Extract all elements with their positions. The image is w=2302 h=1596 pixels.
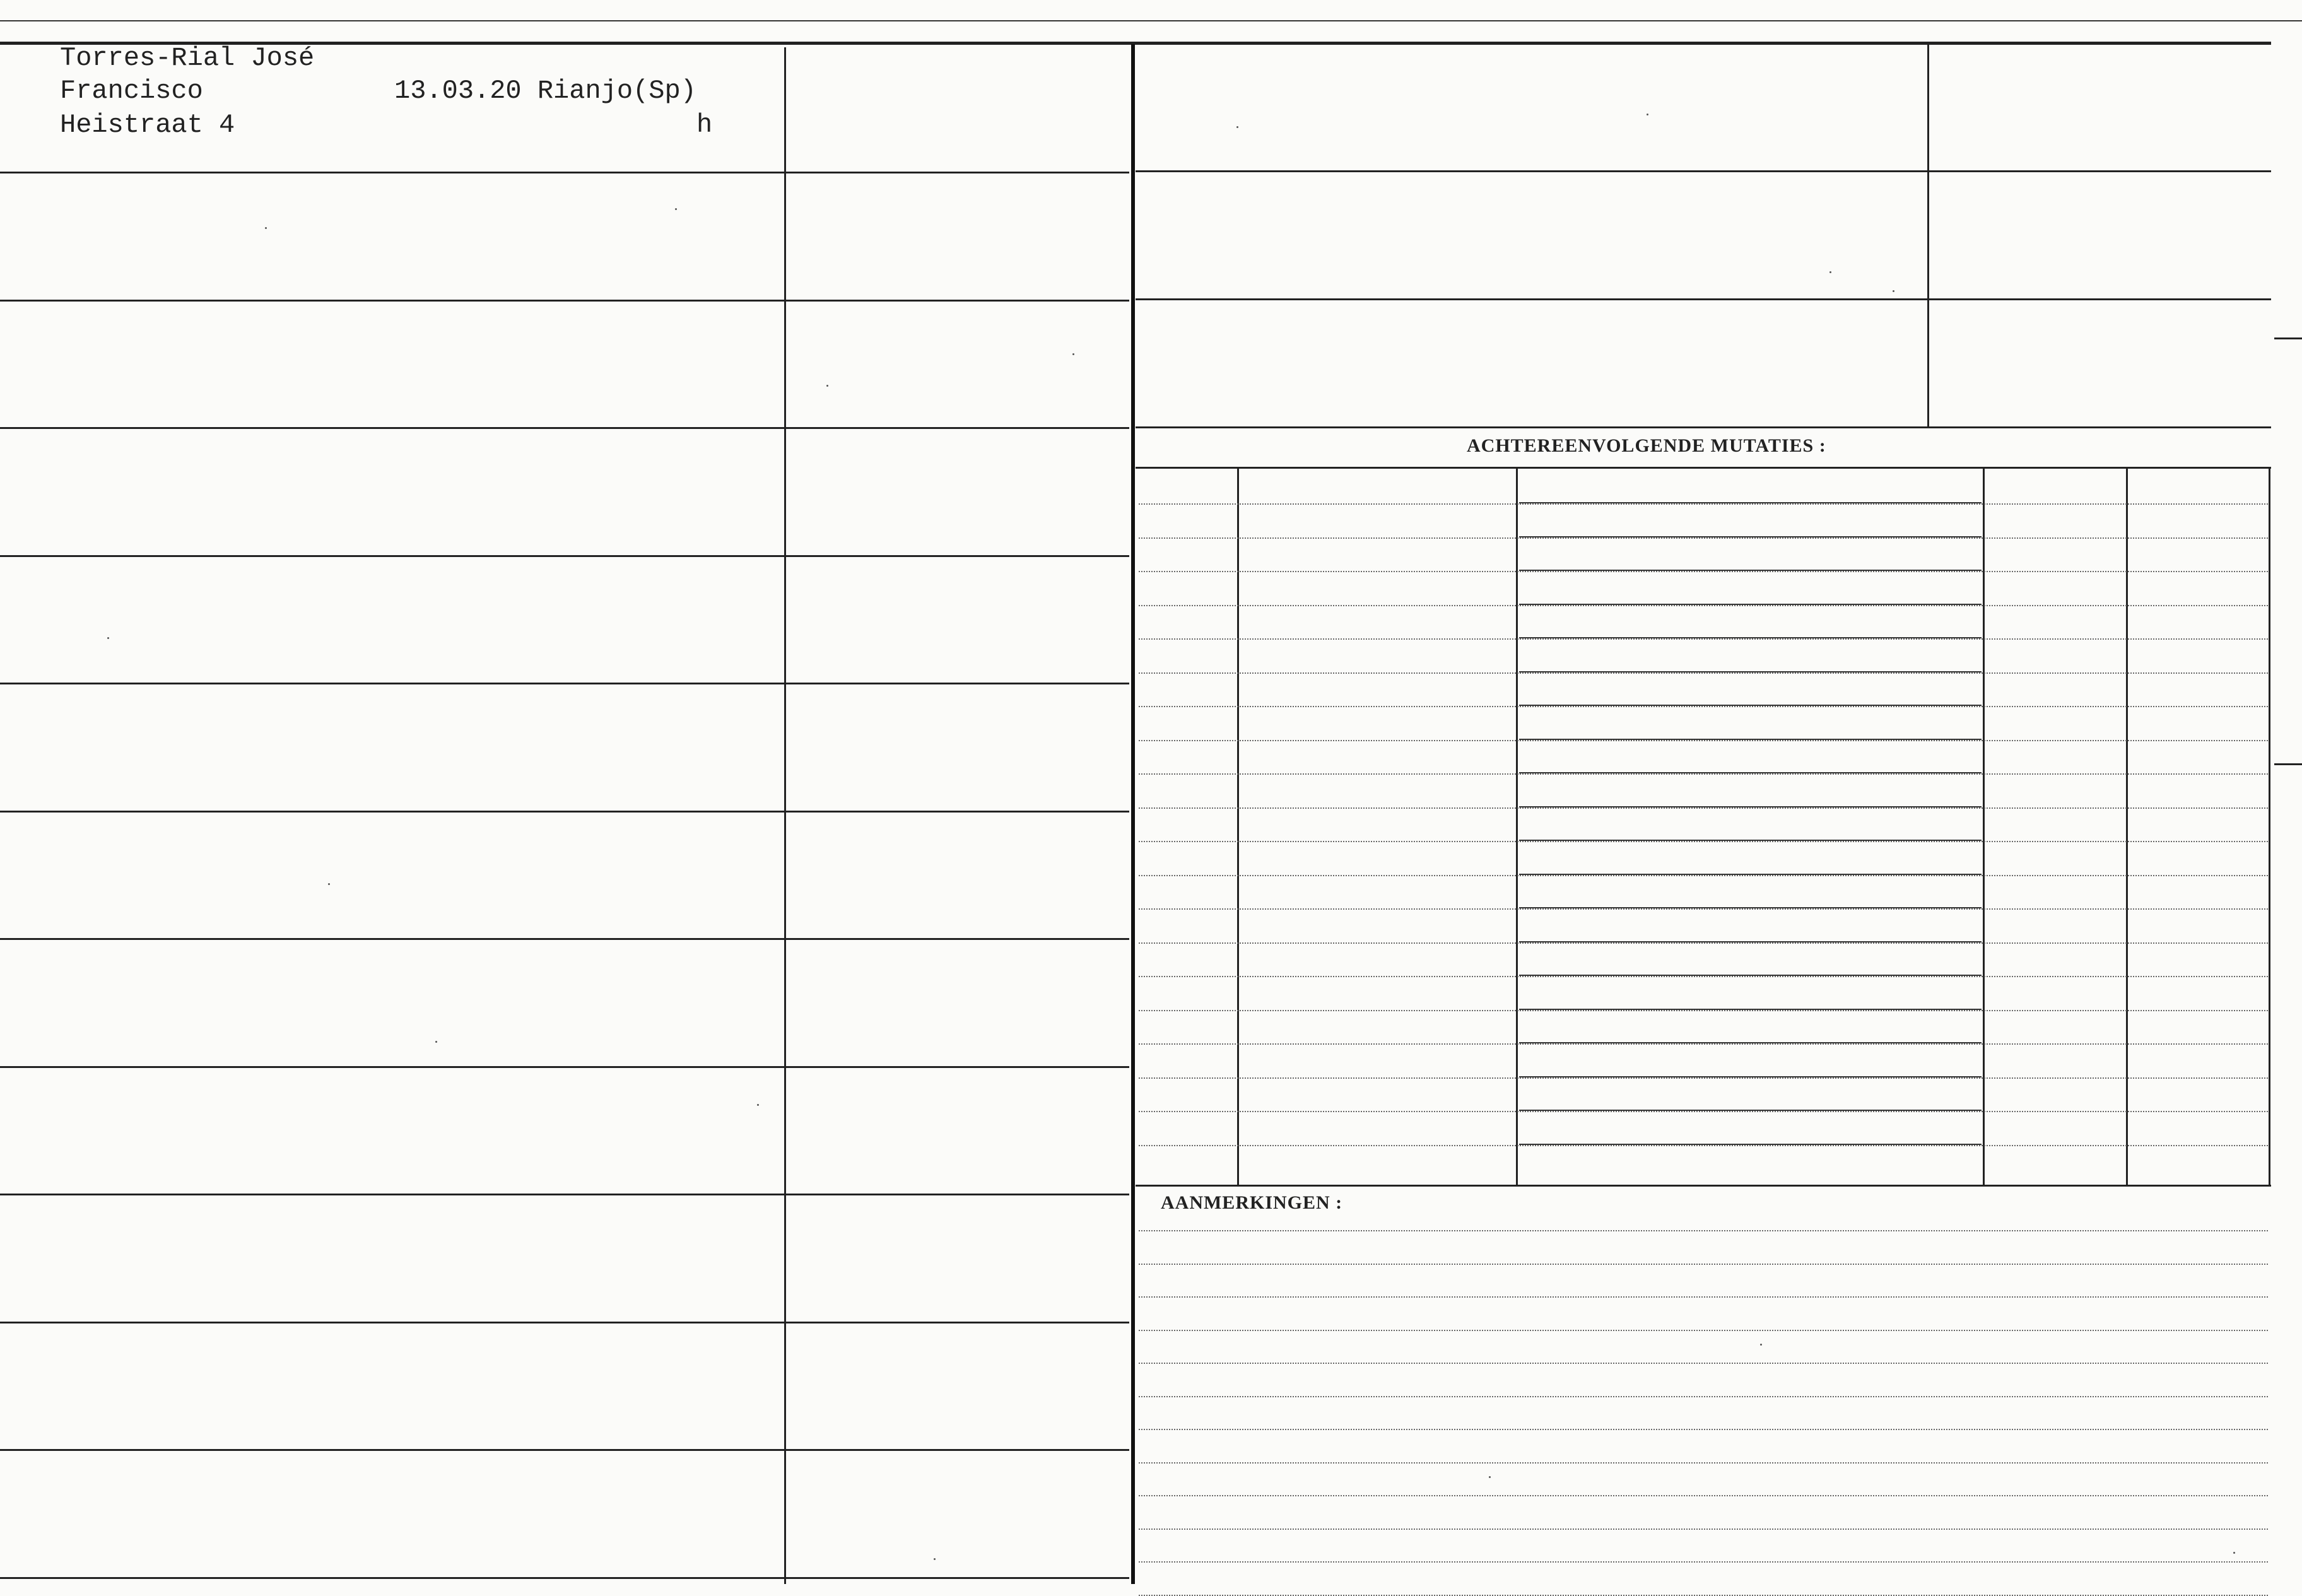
mutation-col-rule — [1519, 671, 1982, 672]
side-tick-2 — [2274, 763, 2302, 765]
remark-line — [1139, 1595, 2268, 1596]
left-column-divider — [784, 47, 786, 1584]
mutation-col-rule — [1519, 1110, 1982, 1111]
mutation-col-rule — [1519, 975, 1982, 976]
mutation-col-rule — [1519, 536, 1982, 537]
paper-speck — [435, 1041, 437, 1043]
mutation-col-rule — [1519, 840, 1982, 841]
center-divider — [1131, 44, 1135, 1584]
remark-line — [1139, 1296, 2268, 1298]
left-grid-row — [0, 683, 1129, 684]
left-grid-row — [0, 811, 1129, 813]
mutation-row-line — [1139, 537, 2268, 539]
remark-line — [1139, 1330, 2268, 1331]
paper-speck — [1072, 353, 1074, 355]
mutation-row-line — [1139, 638, 2268, 640]
mark-text: h — [696, 110, 713, 140]
mutation-row-line — [1139, 1043, 2268, 1045]
given-name-text: Francisco — [60, 76, 203, 106]
remark-line — [1139, 1429, 2268, 1430]
paper-speck — [1647, 114, 1648, 115]
paper-speck — [1489, 1476, 1491, 1478]
mutation-row-line — [1139, 672, 2268, 674]
mutations-col-5 — [2269, 469, 2270, 1186]
mutation-col-rule — [1519, 502, 1982, 503]
mutation-col-rule — [1519, 806, 1982, 807]
left-grid-row — [0, 1577, 1129, 1579]
remark-line — [1139, 1495, 2268, 1496]
mutation-row-line — [1139, 1010, 2268, 1011]
mutations-header-rule — [1136, 467, 2271, 469]
mutation-col-rule — [1519, 907, 1982, 908]
left-grid-row — [0, 300, 1129, 302]
remark-line — [1139, 1462, 2268, 1464]
mutation-col-rule — [1519, 1009, 1982, 1010]
paper-speck — [934, 1558, 936, 1560]
mutation-col-rule — [1519, 570, 1982, 571]
paper-speck — [757, 1104, 759, 1106]
mutation-col-rule — [1519, 604, 1982, 605]
mutation-row-line — [1139, 875, 2268, 876]
paper-speck — [1893, 290, 1894, 292]
left-grid-row — [0, 938, 1129, 940]
remark-line — [1139, 1396, 2268, 1397]
birth-text: 13.03.20 Rianjo(Sp) — [394, 76, 696, 106]
mutation-row-line — [1139, 942, 2268, 944]
right-top-divider — [1927, 44, 1929, 426]
right-top-row-1 — [1136, 170, 2271, 172]
paper-speck — [328, 883, 330, 885]
paper-speck — [2233, 1552, 2235, 1554]
mutation-col-rule — [1519, 637, 1982, 638]
mutation-row-line — [1139, 571, 2268, 572]
right-top-row-2 — [1136, 298, 2271, 300]
left-grid-row — [0, 1066, 1129, 1068]
mutation-row-line — [1139, 773, 2268, 775]
mutation-row-line — [1139, 841, 2268, 842]
paper-speck — [1236, 126, 1238, 128]
mutation-col-rule — [1519, 772, 1982, 773]
paper-speck — [107, 637, 109, 639]
paper-speck — [265, 227, 267, 229]
header-rule — [0, 42, 2271, 45]
mutation-col-rule — [1519, 1144, 1982, 1145]
mutation-row-line — [1139, 908, 2268, 910]
left-grid-row — [0, 172, 1129, 173]
mutation-row-line — [1139, 1111, 2268, 1112]
mutation-row-line — [1139, 740, 2268, 741]
remark-line — [1139, 1363, 2268, 1364]
top-border-line — [0, 20, 2302, 21]
left-grid-row — [0, 427, 1129, 429]
mutation-col-rule — [1519, 1076, 1982, 1077]
mutation-row-line — [1139, 605, 2268, 606]
address-text: Heistraat 4 — [60, 110, 235, 140]
paper-speck — [675, 208, 677, 210]
remark-line — [1139, 1264, 2268, 1265]
mutation-row-line — [1139, 1077, 2268, 1079]
mutation-col-rule — [1519, 705, 1982, 706]
mutation-row-line — [1139, 807, 2268, 809]
side-tick-1 — [2274, 337, 2302, 339]
remark-line — [1139, 1230, 2268, 1231]
mutations-bottom-rule — [1136, 1185, 2271, 1187]
mutation-col-rule — [1519, 739, 1982, 740]
left-grid-row — [0, 1322, 1129, 1323]
left-grid-row — [0, 555, 1129, 557]
mutations-title: ACHTEREENVOLGENDE MUTATIES : — [1467, 435, 1826, 456]
mutation-col-rule — [1519, 941, 1982, 942]
surname-text: Torres-Rial José — [60, 43, 315, 73]
right-top-row-3 — [1136, 426, 2271, 428]
remark-line — [1139, 1529, 2268, 1530]
paper-speck — [1760, 1344, 1762, 1346]
paper-speck — [1829, 271, 1831, 273]
mutation-row-line — [1139, 1145, 2268, 1146]
left-grid-row — [0, 1194, 1129, 1195]
remark-line — [1139, 1561, 2268, 1563]
remarks-title: AANMERKINGEN : — [1161, 1192, 1343, 1213]
mutation-col-rule — [1519, 874, 1982, 875]
paper-speck — [826, 385, 828, 387]
mutation-col-rule — [1519, 1042, 1982, 1043]
mutation-row-line — [1139, 706, 2268, 707]
mutation-row-line — [1139, 503, 2268, 505]
mutation-row-line — [1139, 976, 2268, 977]
left-grid-row — [0, 1449, 1129, 1451]
